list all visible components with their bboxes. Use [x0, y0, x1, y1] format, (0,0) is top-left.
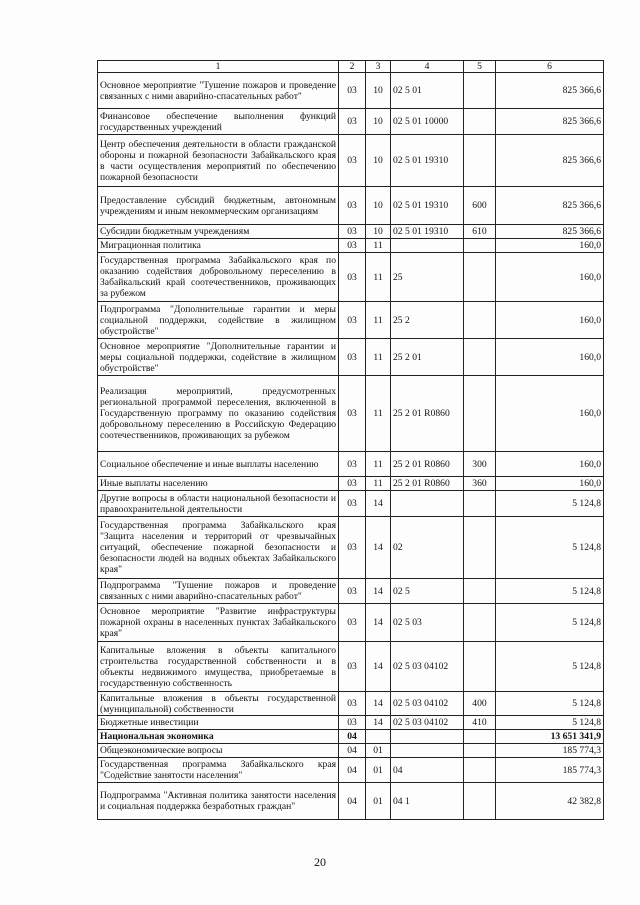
row-expense-type-cell	[464, 239, 496, 253]
table-row	[98, 339, 604, 376]
row-expense-type-cell	[464, 491, 496, 517]
row-amount-cell: 160,0	[496, 339, 604, 376]
row-subsection-cell: 14	[366, 491, 391, 517]
row-section-cell: 03	[339, 491, 366, 517]
row-expense-type-cell	[464, 339, 496, 376]
row-expense-type-cell	[464, 604, 496, 642]
row-section-cell: 03	[339, 604, 366, 642]
row-amount-cell: 825 366,6	[496, 187, 604, 225]
row-name-cell: Основное мероприятие "Тушение пожаров и проведение связанных с ними аварийно-спасательных работ"	[98, 73, 339, 109]
row-subsection-cell: 10	[366, 135, 391, 187]
row-section-cell: 03	[339, 109, 366, 135]
row-section-cell: 03	[339, 716, 366, 730]
row-section-cell: 03	[339, 642, 366, 692]
row-subsection-cell: 11	[366, 339, 391, 376]
row-section-cell: 03	[339, 135, 366, 187]
table-header-row	[98, 61, 604, 73]
row-name-cell: Другие вопросы в области национальной безопасности и правоохранительной деятельности	[98, 491, 339, 517]
row-target-article-cell: 02 5 01 19310	[391, 187, 464, 225]
row-amount-cell: 160,0	[496, 477, 604, 491]
row-amount-cell: 160,0	[496, 452, 604, 477]
header-cell: 3	[366, 61, 391, 73]
table-row	[98, 73, 604, 109]
row-name-cell: Подпрограмма "Активная политика занятости населения и социальная поддержка безработных граждан"	[98, 783, 339, 820]
row-section-cell: 04	[339, 744, 366, 758]
row-subsection-cell: 11	[366, 302, 391, 339]
row-section-cell: 03	[339, 339, 366, 376]
row-subsection-cell: 11	[366, 253, 391, 302]
row-subsection-cell: 10	[366, 109, 391, 135]
row-target-article-cell: 02 5 03 04102	[391, 692, 464, 716]
table-row	[98, 187, 604, 225]
row-amount-cell: 185 774,3	[496, 758, 604, 783]
row-section-cell: 03	[339, 579, 366, 604]
row-subsection-cell: 11	[366, 477, 391, 491]
table-row	[98, 477, 604, 491]
row-target-article-cell: 25	[391, 253, 464, 302]
table-row	[98, 239, 604, 253]
row-target-article-cell: 02 5 03	[391, 604, 464, 642]
row-name-cell: Центр обеспечения деятельности в области гражданской обороны и пожарной безопасности Забайкальского края в части осуществления мероприятий по обеспечению пожарной безопасности	[98, 135, 339, 187]
row-name-cell: Субсидии бюджетным учреждениям	[98, 225, 339, 239]
row-amount-cell: 160,0	[496, 302, 604, 339]
row-name-cell: Подпрограмма "Тушение пожаров и проведение связанных с ними аварийно-спасательных работ"	[98, 579, 339, 604]
row-target-article-cell: 04	[391, 758, 464, 783]
row-amount-cell: 825 366,6	[496, 225, 604, 239]
row-amount-cell: 5 124,8	[496, 579, 604, 604]
row-name-cell: Иные выплаты населению	[98, 477, 339, 491]
row-expense-type-cell	[464, 253, 496, 302]
row-amount-cell: 825 366,6	[496, 73, 604, 109]
row-expense-type-cell: 400	[464, 692, 496, 716]
row-expense-type-cell	[464, 730, 496, 744]
table-row	[98, 376, 604, 452]
table-row	[98, 604, 604, 642]
row-section-cell: 03	[339, 302, 366, 339]
row-section-cell: 03	[339, 376, 366, 452]
row-name-cell: Реализация мероприятий, предусмотренных региональной программой переселения, включенной в Государственную программу по оказанию содействия добровольному переселению в Российскую Федерацию соотечественников, проживающих за рубежом	[98, 376, 339, 452]
row-amount-cell: 5 124,8	[496, 692, 604, 716]
row-subsection-cell: 10	[366, 187, 391, 225]
row-expense-type-cell	[464, 758, 496, 783]
row-section-cell: 03	[339, 477, 366, 491]
row-amount-cell: 5 124,8	[496, 517, 604, 579]
row-target-article-cell: 25 2 01 R0860	[391, 477, 464, 491]
row-subsection-cell: 14	[366, 716, 391, 730]
row-subsection-cell: 01	[366, 744, 391, 758]
row-name-cell: Государственная программа Забайкальского края "Содействие занятости населения"	[98, 758, 339, 783]
row-target-article-cell: 25 2 01 R0860	[391, 376, 464, 452]
row-target-article-cell: 02	[391, 517, 464, 579]
row-name-cell: Бюджетные инвестиции	[98, 716, 339, 730]
row-section-cell: 04	[339, 758, 366, 783]
header-cell: 2	[339, 61, 366, 73]
row-expense-type-cell	[464, 783, 496, 820]
row-subsection-cell: 14	[366, 604, 391, 642]
table-row	[98, 744, 604, 758]
header-cell: 1	[98, 61, 339, 73]
table-body	[98, 73, 604, 820]
row-target-article-cell: 02 5 03 04102	[391, 642, 464, 692]
row-expense-type-cell	[464, 579, 496, 604]
table-row	[98, 109, 604, 135]
row-target-article-cell: 02 5 01 19310	[391, 225, 464, 239]
table-row	[98, 452, 604, 477]
row-target-article-cell	[391, 491, 464, 517]
row-expense-type-cell	[464, 744, 496, 758]
row-expense-type-cell	[464, 302, 496, 339]
row-expense-type-cell: 300	[464, 452, 496, 477]
row-subsection-cell: 14	[366, 642, 391, 692]
row-target-article-cell: 04 1	[391, 783, 464, 820]
header-cell: 4	[391, 61, 464, 73]
row-expense-type-cell	[464, 376, 496, 452]
row-subsection-cell: 10	[366, 73, 391, 109]
table-row	[98, 253, 604, 302]
row-target-article-cell: 02 5 01 10000	[391, 109, 464, 135]
row-name-cell: Общеэкономические вопросы	[98, 744, 339, 758]
row-amount-cell: 5 124,8	[496, 491, 604, 517]
row-name-cell: Основное мероприятие "Дополнительные гарантии и меры социальной поддержки, содействие в жилищном обустройстве"	[98, 339, 339, 376]
row-target-article-cell	[391, 730, 464, 744]
row-amount-cell: 185 774,3	[496, 744, 604, 758]
row-expense-type-cell: 600	[464, 187, 496, 225]
row-amount-cell: 160,0	[496, 253, 604, 302]
header-cell: 5	[464, 61, 496, 73]
row-target-article-cell	[391, 239, 464, 253]
row-section-cell: 03	[339, 452, 366, 477]
table-row	[98, 642, 604, 692]
table-row	[98, 491, 604, 517]
table-row	[98, 692, 604, 716]
row-amount-cell: 13 651 341,9	[496, 730, 604, 744]
table-row	[98, 517, 604, 579]
row-section-cell: 03	[339, 187, 366, 225]
row-expense-type-cell: 610	[464, 225, 496, 239]
row-subsection-cell	[366, 730, 391, 744]
row-subsection-cell: 10	[366, 225, 391, 239]
table-row	[98, 135, 604, 187]
row-section-cell: 03	[339, 253, 366, 302]
row-amount-cell: 5 124,8	[496, 716, 604, 730]
row-name-cell: Капитальные вложения в объекты государственной (муниципальной) собственности	[98, 692, 339, 716]
row-expense-type-cell	[464, 135, 496, 187]
row-amount-cell: 42 382,8	[496, 783, 604, 820]
table-row	[98, 758, 604, 783]
table-row	[98, 730, 604, 744]
row-name-cell: Капитальные вложения в объекты капитального строительства государственной собственности и в объекты недвижимого имущества, приобретаемые в государственную собственность	[98, 642, 339, 692]
page-number: 20	[314, 855, 326, 869]
row-name-cell: Миграционная политика	[98, 239, 339, 253]
row-name-cell: Социальное обеспечение и иные выплаты населению	[98, 452, 339, 477]
row-amount-cell: 5 124,8	[496, 642, 604, 692]
row-expense-type-cell: 360	[464, 477, 496, 491]
row-section-cell: 04	[339, 730, 366, 744]
row-target-article-cell: 25 2 01 R0860	[391, 452, 464, 477]
row-name-cell: Государственная программа Забайкальского края "Защита населения и территорий от чрезвычайных ситуаций, обеспечение пожарной безопасности и безопасности людей на водных объектах Забайкальского края"	[98, 517, 339, 579]
table-row	[98, 225, 604, 239]
row-subsection-cell: 14	[366, 579, 391, 604]
row-name-cell: Государственная программа Забайкальского края по оказанию содействия добровольному переселению в Забайкальский край соотечественников, проживающих за рубежом	[98, 253, 339, 302]
row-name-cell: Основное мероприятие "Развитие инфраструктуры пожарной охраны в населенных пунктах Забайкальского края"	[98, 604, 339, 642]
row-subsection-cell: 01	[366, 783, 391, 820]
row-expense-type-cell	[464, 517, 496, 579]
header-cell: 6	[496, 61, 604, 73]
row-section-cell: 03	[339, 73, 366, 109]
row-subsection-cell: 14	[366, 517, 391, 579]
row-amount-cell: 825 366,6	[496, 109, 604, 135]
row-target-article-cell	[391, 744, 464, 758]
row-expense-type-cell: 410	[464, 716, 496, 730]
budget-table	[97, 60, 604, 820]
row-target-article-cell: 25 2	[391, 302, 464, 339]
row-name-cell: Подпрограмма "Дополнительные гарантии и меры социальной поддержки, содействие в жилищном обустройстве"	[98, 302, 339, 339]
row-subsection-cell: 11	[366, 376, 391, 452]
row-amount-cell: 5 124,8	[496, 604, 604, 642]
table-row	[98, 302, 604, 339]
row-expense-type-cell	[464, 73, 496, 109]
row-section-cell: 04	[339, 783, 366, 820]
row-amount-cell: 825 366,6	[496, 135, 604, 187]
table-row	[98, 783, 604, 820]
row-subsection-cell: 01	[366, 758, 391, 783]
row-expense-type-cell	[464, 109, 496, 135]
row-subsection-cell: 11	[366, 452, 391, 477]
table-row	[98, 579, 604, 604]
row-target-article-cell: 02 5	[391, 579, 464, 604]
row-target-article-cell: 02 5 03 04102	[391, 716, 464, 730]
row-target-article-cell: 25 2 01	[391, 339, 464, 376]
row-target-article-cell: 02 5 01	[391, 73, 464, 109]
row-section-cell: 03	[339, 225, 366, 239]
row-subsection-cell: 14	[366, 692, 391, 716]
row-name-cell: Предоставление субсидий бюджетным, автономным учреждениям и иным некоммерческим организациям	[98, 187, 339, 225]
row-amount-cell: 160,0	[496, 239, 604, 253]
table-row	[98, 716, 604, 730]
row-section-cell: 03	[339, 517, 366, 579]
row-section-cell: 03	[339, 239, 366, 253]
row-section-cell: 03	[339, 692, 366, 716]
row-target-article-cell: 02 5 01 19310	[391, 135, 464, 187]
row-amount-cell: 160,0	[496, 376, 604, 452]
row-expense-type-cell	[464, 642, 496, 692]
row-subsection-cell: 11	[366, 239, 391, 253]
row-name-cell: Финансовое обеспечение выполнения функций государственных учреждений	[98, 109, 339, 135]
row-name-cell: Национальная экономика	[98, 730, 339, 744]
